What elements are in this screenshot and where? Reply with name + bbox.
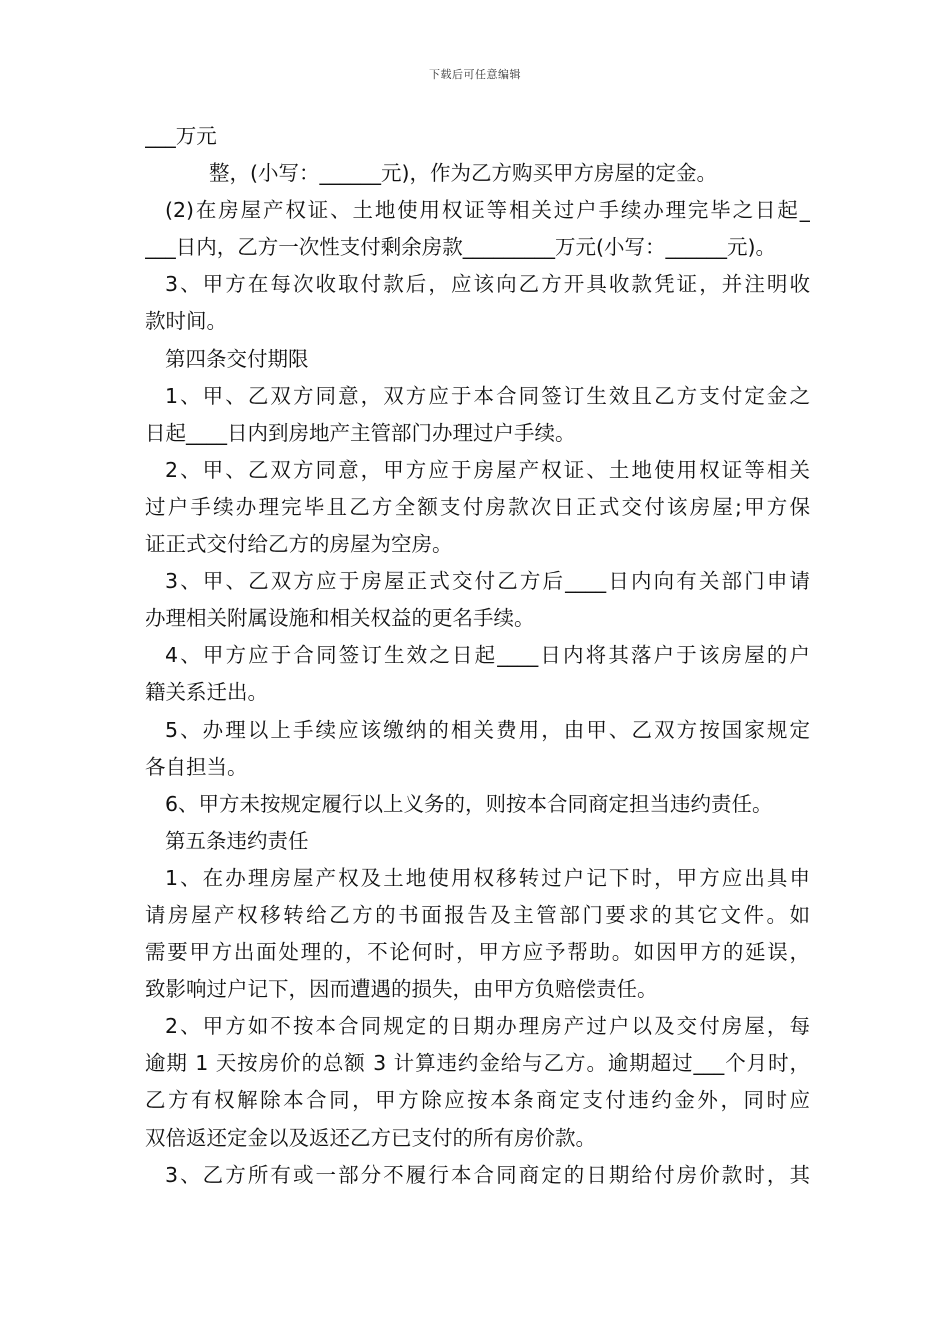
text-line: 致影响过户记下，因而遭遇的损失，由甲方负赔偿责任。: [145, 977, 658, 1002]
text-line: 3、甲方在每次收取付款后，应该向乙方开具收款凭证，并注明收: [165, 272, 810, 297]
text-line: 6、甲方未按规定履行以上义务的，则按本合同商定担当违约责任。: [165, 791, 773, 816]
text-line: 1、在办理房屋产权及土地使用权移转过户记下时，甲方应出具申: [165, 865, 810, 890]
text-line: 籍关系迁出。: [145, 680, 268, 705]
text-line: 各自担当。: [145, 754, 248, 779]
section-heading: 第四条交付期限: [165, 346, 309, 371]
text-line: 乙方有权解除本合同，甲方除应按本条商定支付违约金外，同时应: [145, 1088, 810, 1113]
text-line: 3、乙方所有或一部分不履行本合同商定的日期给付房价款时，其: [165, 1162, 810, 1187]
section-heading: 第五条违约责任: [165, 828, 309, 853]
text-line: 办理相关附属设施和相关权益的更名手续。: [145, 606, 535, 631]
text-line: 5、办理以上手续应该缴纳的相关费用，由甲、乙双方按国家规定: [165, 717, 810, 742]
text-line: 需要甲方出面处理的，不论何时，甲方应予帮助。如因甲方的延误，: [145, 940, 810, 965]
text-line: 过户手续办理完毕且乙方全额支付房款次日正式交付该房屋;甲方保: [145, 494, 810, 519]
text-line: 证正式交付给乙方的房屋为空房。: [145, 532, 453, 557]
text-line: 请房屋产权移转给乙方的书面报告及主管部门要求的其它文件。如: [145, 902, 810, 927]
text-line: 4、甲方应于合同签订生效之日起____日内将其落户于该房屋的户: [165, 643, 810, 668]
document-body: [145, 118, 810, 1194]
text-line: 整，(小写：______元)，作为乙方购买甲方房屋的定金。: [209, 161, 717, 186]
text-line: 双倍返还定金以及返还乙方已支付的所有房价款。: [145, 1125, 596, 1150]
text-line: 日起____日内到房地产主管部门办理过户手续。: [145, 420, 576, 445]
text-line: ___万元: [145, 124, 217, 148]
text-line: 2、甲、乙双方同意，甲方应于房屋产权证、土地使用权证等相关: [165, 457, 810, 482]
text-line: 逾期 1 天按房价的总额 3 计算违约金给与乙方。逾期超过___个月时，: [145, 1051, 810, 1076]
text-line: (2)在房屋产权证、土地使用权证等相关过户手续办理完毕之日起_: [165, 198, 810, 223]
text-line: 款时间。: [145, 309, 227, 334]
page-header: 下载后可任意编辑: [429, 68, 521, 81]
text-line: 2、甲方如不按本合同规定的日期办理房产过户以及交付房屋，每: [165, 1014, 810, 1039]
text-line: 1、甲、乙双方同意，双方应于本合同签订生效且乙方支付定金之: [165, 383, 810, 408]
text-line: 3、甲、乙双方应于房屋正式交付乙方后____日内向有关部门申请: [165, 569, 810, 594]
text-line: ___日内，乙方一次性支付剩余房款_________万元(小写：______元)。: [145, 235, 776, 260]
